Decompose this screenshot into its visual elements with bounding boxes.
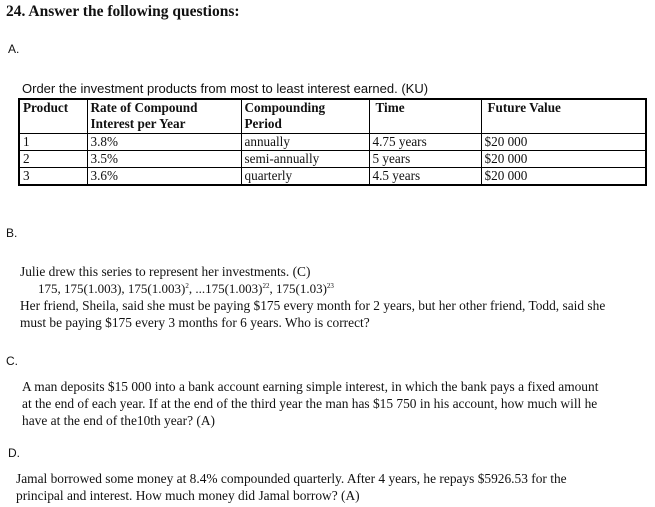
table-row [19,134,646,151]
cell-future-value: $20 000 [481,151,646,168]
section-a-label: A. [8,42,20,56]
cell-time: 5 years [369,151,481,168]
cell-product: 2 [19,151,87,168]
cell-period: quarterly [241,168,369,186]
section-c-line1: A man deposits $15 000 into a bank account earning simple interest, in which the bank pays a fixed amount [22,379,599,394]
header-rate: Rate of Compound Interest per Year [87,99,241,134]
cell-time: 4.5 years [369,168,481,186]
section-b-series: 175, 175(1.003), $175(1.003)^2$, $...175(1.003)^{22}$, $175(1.03)^{23}$ [38,281,334,296]
section-b-line3: Her friend, Sheila, said she must be paying $175 every month for 2 years, but her other friend, Todd, said she [20,298,606,313]
table-row [19,168,646,186]
header-product: Product [19,99,87,134]
table-row [19,151,646,168]
cell-period: annually [241,134,369,151]
cell-future-value: $20 000 [481,168,646,186]
section-d-line1: Jamal borrowed some money at 8.4% compounded quarterly. After 4 years, he repays $5926.53 for the [16,471,567,486]
cell-future-value: $20 000 [481,134,646,151]
section-b-line1: Julie drew this series to represent her investments. (C) [20,264,311,279]
section-b-line4: must be paying $175 every 3 months for 6 years. Who is correct? [20,315,370,330]
section-c-line2: at the end of each year. If at the end of the third year the man has $15 750 in his account, how much will he [22,396,598,411]
cell-period: semi-annually [241,151,369,168]
investment-table [18,98,647,186]
header-time: Time [369,99,481,134]
section-d-label: D. [8,446,20,460]
section-c-line3: have at the end of the10th year? (A) [22,413,215,428]
cell-product: 3 [19,168,87,186]
cell-rate: 3.8% [87,134,241,151]
cell-product: 1 [19,134,87,151]
section-c-label: C. [6,354,18,368]
section-b-label: B. [6,226,18,240]
question-heading: 24. Answer the following questions: [6,3,240,20]
cell-time: 4.75 years [369,134,481,151]
cell-rate: 3.6% [87,168,241,186]
header-future-value: Future Value [481,99,646,134]
header-period: Compounding Period [241,99,369,134]
section-d-line2: principal and interest. How much money did Jamal borrow? (A) [16,488,360,503]
section-a-instruction: Order the investment products from most to least interest earned. (KU) [22,81,429,96]
cell-rate: 3.5% [87,151,241,168]
